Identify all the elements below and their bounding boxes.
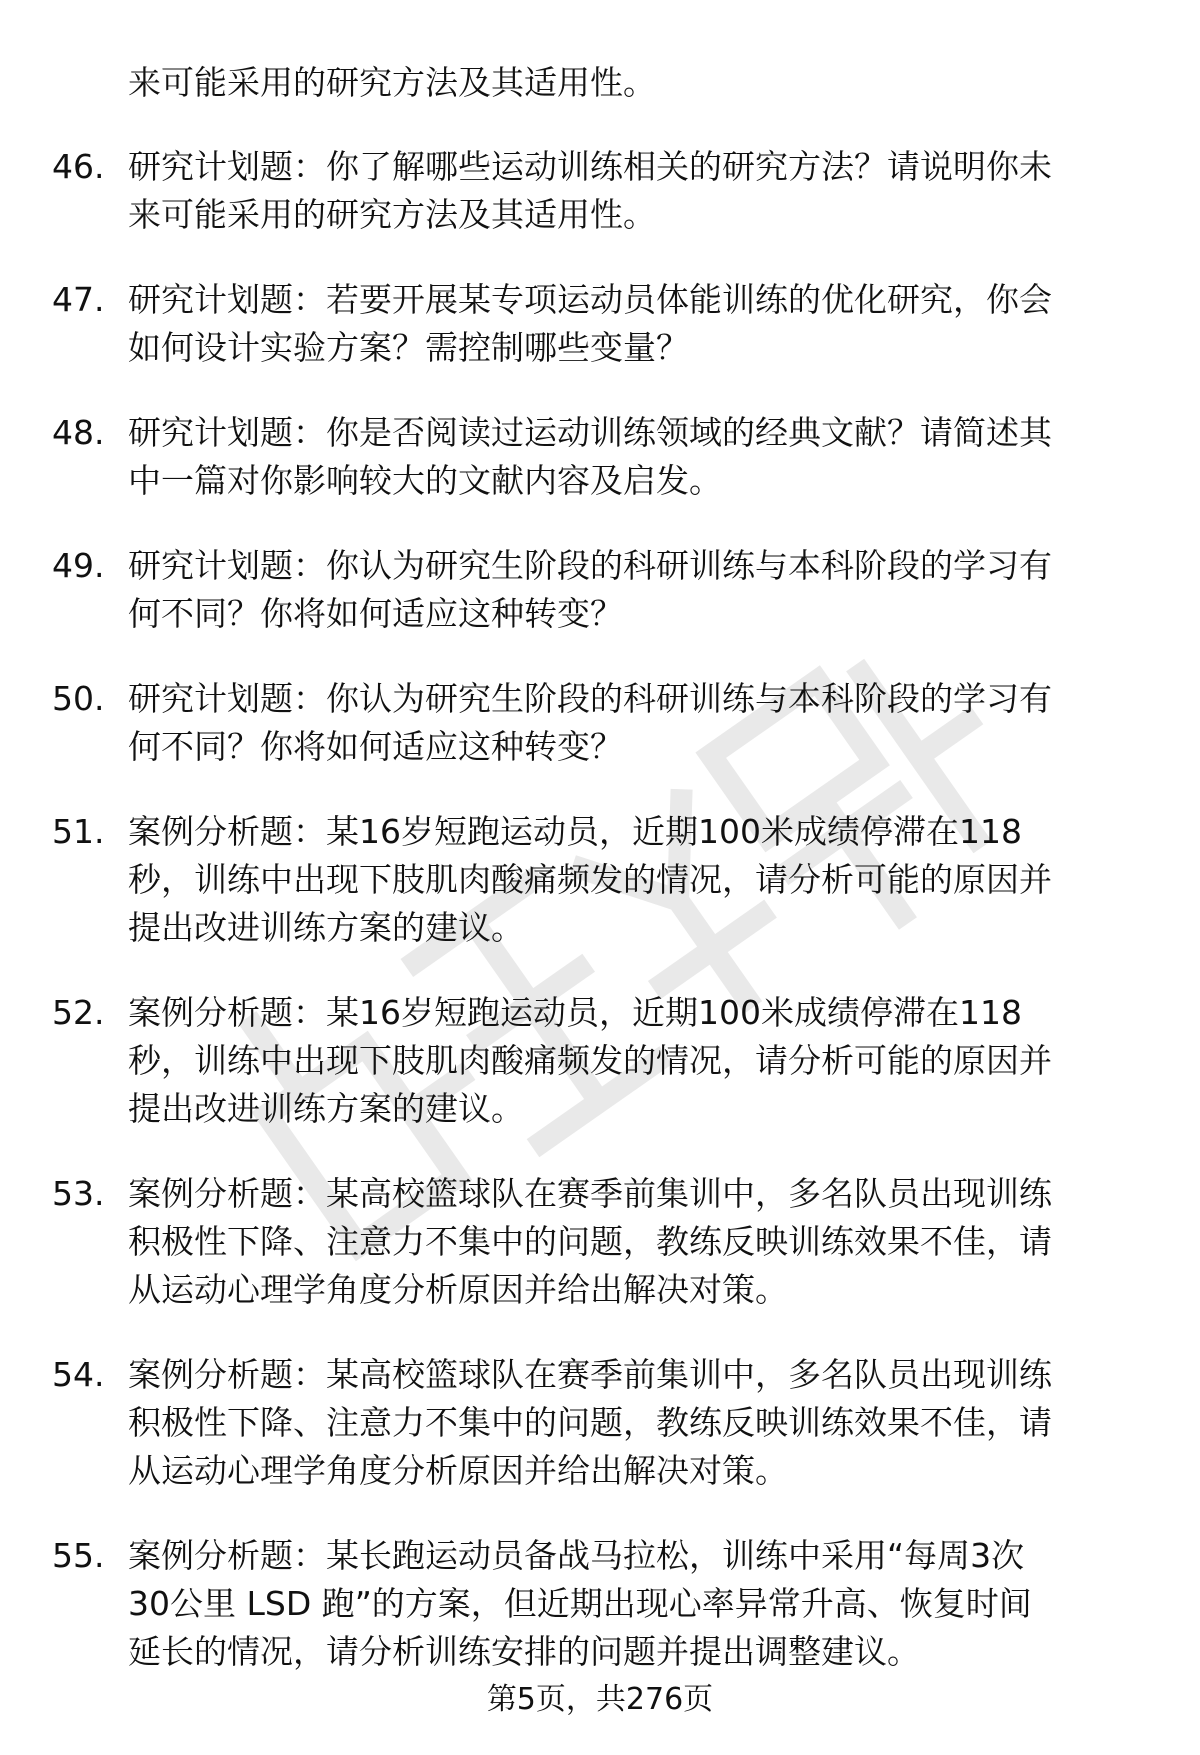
question-item bbox=[0, 143, 1133, 239]
question-number: 54. bbox=[52, 1355, 105, 1394]
question-text: 案例分析题：某16岁短跑运动员，近期100米成绩停滞在118 秒，训练中出现下肢肌肉酸痛频发的情况，请分析可能的原因并 提出改进训练方案的建议。 bbox=[128, 993, 1052, 1128]
question-text: 案例分析题：某高校篮球队在赛季前集训中，多名队员出现训练 积极性下降、注意力不集中的问题，教练反映训练效果不佳，请 从运动心理学角度分析原因并给出解决对策。 bbox=[128, 1355, 1052, 1490]
question-text: 研究计划题：你认为研究生阶段的科研训练与本科阶段的学习有 何不同？你将如何适应这种转变？ bbox=[128, 546, 1052, 633]
question-text: 研究计划题：若要开展某专项运动员体能训练的优化研究，你会 如何设计实验方案？需控制哪些变量？ bbox=[128, 280, 1052, 367]
question-item bbox=[0, 409, 1133, 505]
question-item bbox=[0, 1351, 1133, 1495]
question-number: 52. bbox=[52, 993, 105, 1032]
page-footer: 第5页，共276页 bbox=[486, 1682, 714, 1717]
question-text: 研究计划题：你是否阅读过运动训练领域的经典文献？请简述其 中一篇对你影响较大的文献内容及启发。 bbox=[128, 413, 1052, 500]
question-number: 53. bbox=[52, 1174, 105, 1213]
question-item bbox=[0, 1532, 1133, 1676]
question-item bbox=[0, 276, 1133, 372]
question-item bbox=[0, 1170, 1133, 1314]
question-number: 49. bbox=[52, 546, 105, 585]
question-item bbox=[0, 989, 1133, 1133]
continuation-text: 来可能采用的研究方法及其适用性。 bbox=[128, 63, 656, 102]
question-number: 51. bbox=[52, 812, 105, 851]
question-text: 研究计划题：你认为研究生阶段的科研训练与本科阶段的学习有 何不同？你将如何适应这种转变？ bbox=[128, 679, 1052, 766]
question-item bbox=[0, 808, 1133, 952]
question-item bbox=[0, 675, 1133, 771]
question-text: 案例分析题：某长跑运动员备战马拉松，训练中采用“每周3次 30公里 LSD 跑”的方案，但近期出现心率异常升高、恢复时间 延长的情况，请分析训练安排的问题并提出调整建议。 bbox=[128, 1536, 1032, 1671]
question-item bbox=[0, 542, 1133, 638]
question-text: 研究计划题：你了解哪些运动训练相关的研究方法？请说明你未 来可能采用的研究方法及其适用性。 bbox=[128, 147, 1052, 234]
question-text: 案例分析题：某高校篮球队在赛季前集训中，多名队员出现训练 积极性下降、注意力不集中的问题，教练反映训练效果不佳，请 从运动心理学角度分析原因并给出解决对策。 bbox=[128, 1174, 1052, 1309]
question-number: 46. bbox=[52, 147, 105, 186]
question-number: 48. bbox=[52, 413, 105, 452]
question-number: 55. bbox=[52, 1536, 105, 1575]
question-list bbox=[0, 143, 1200, 1713]
question-text: 案例分析题：某16岁短跑运动员，近期100米成绩停滞在118 秒，训练中出现下肢肌肉酸痛频发的情况，请分析可能的原因并 提出改进训练方案的建议。 bbox=[128, 812, 1052, 947]
question-number: 50. bbox=[52, 679, 105, 718]
question-number: 47. bbox=[52, 280, 105, 319]
